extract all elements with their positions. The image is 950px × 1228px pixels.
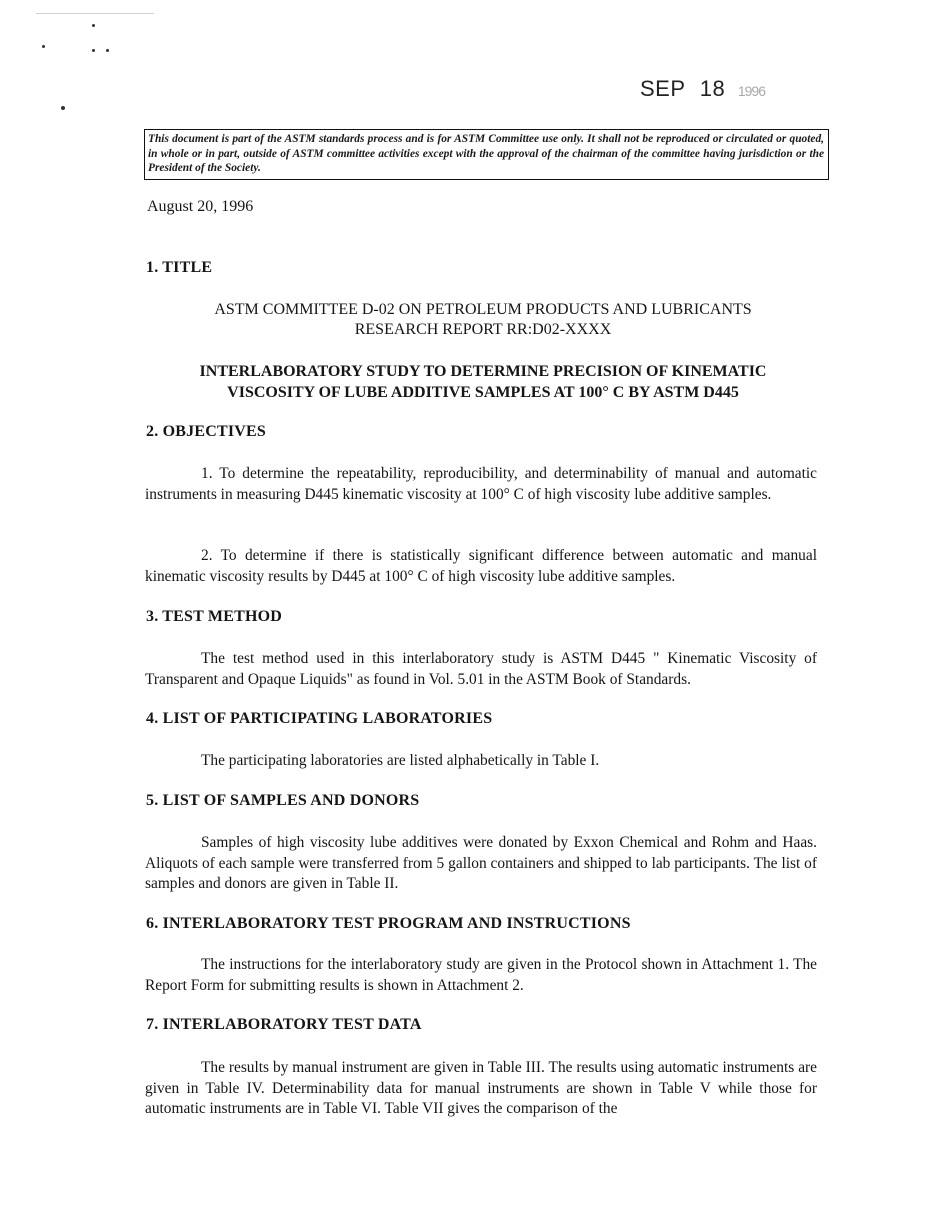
scan-speck <box>92 49 95 52</box>
study-title-line-2: VISCOSITY OF LUBE ADDITIVE SAMPLES AT 100° C BY ASTM D445 <box>227 384 739 401</box>
scan-artifact-line <box>36 13 154 14</box>
received-date-stamp <box>640 76 765 102</box>
objective-paragraph-1: 1. To determine the repeatability, reproducibility, and determinability of manual and automatic instruments in measuring D445 kinematic viscosity at 100° C of high viscosity lube additive samples. <box>145 465 817 503</box>
section-heading-objectives: 2. OBJECTIVES <box>146 423 266 440</box>
test-method-paragraph: The test method used in this interlaboratory study is ASTM D445 " Kinematic Viscosity of Transparent and Opaque Liquids" as found in Vol. 5.01 in the ASTM Book of Standards. <box>145 650 817 688</box>
stamp-day: 18 <box>699 76 726 101</box>
laboratories-paragraph: The participating laboratories are listed alphabetically in Table I. <box>201 752 600 769</box>
instructions-paragraph: The instructions for the interlaboratory study are given in the Protocol shown in Attachment 1. The Report Form for submitting results is shown in Attachment 2. <box>145 956 817 994</box>
objective-paragraph-2: 2. To determine if there is statistically significant difference between automatic and manual kinematic viscosity results by D445 at 100° C of high viscosity lube additive samples. <box>145 547 817 585</box>
scan-speck <box>61 106 65 110</box>
document-date: August 20, 1996 <box>147 198 254 215</box>
scan-speck <box>106 49 109 52</box>
study-title-line-1: INTERLABORATORY STUDY TO DETERMINE PRECISION OF KINEMATIC <box>199 363 767 380</box>
samples-paragraph: Samples of high viscosity lube additives were donated by Exxon Chemical and Rohm and Haas. Aliquots of each sample were transferred from 5 gallon containers and shipped to lab participants. The list of samples and donors are given in Table II. <box>145 834 817 892</box>
section-heading-test-program: 6. INTERLABORATORY TEST PROGRAM AND INSTRUCTIONS <box>146 915 631 932</box>
committee-line-1: ASTM COMMITTEE D-02 ON PETROLEUM PRODUCTS AND LUBRICANTS <box>214 301 752 318</box>
scan-speck <box>92 24 95 27</box>
stamp-month: SEP <box>640 76 686 101</box>
section-heading-title: 1. TITLE <box>146 259 213 276</box>
stamp-year: 1996 <box>737 83 766 99</box>
section-heading-laboratories: 4. LIST OF PARTICIPATING LABORATORIES <box>146 710 493 727</box>
section-heading-test-method: 3. TEST METHOD <box>146 608 283 625</box>
section-heading-samples: 5. LIST OF SAMPLES AND DONORS <box>146 792 420 809</box>
section-heading-test-data: 7. INTERLABORATORY TEST DATA <box>146 1016 422 1033</box>
confidentiality-notice: This document is part of the ASTM standards process and is for ASTM Committee use only. It shall not be reproduced or circulated or quoted, in whole or in part, outside of ASTM committee activities except with the approval of the chairman of the committee having jurisdiction or the President of the Society. <box>144 129 829 180</box>
scan-speck <box>42 45 45 48</box>
test-data-paragraph: The results by manual instrument are given in Table III. The results using automatic instruments are given in Table IV. Determinability data for manual instruments are shown in Table V while those for automatic instruments are in Table VI. Table VII gives the comparison of the <box>145 1059 817 1117</box>
report-number-line: RESEARCH REPORT RR:D02-XXXX <box>354 321 612 338</box>
